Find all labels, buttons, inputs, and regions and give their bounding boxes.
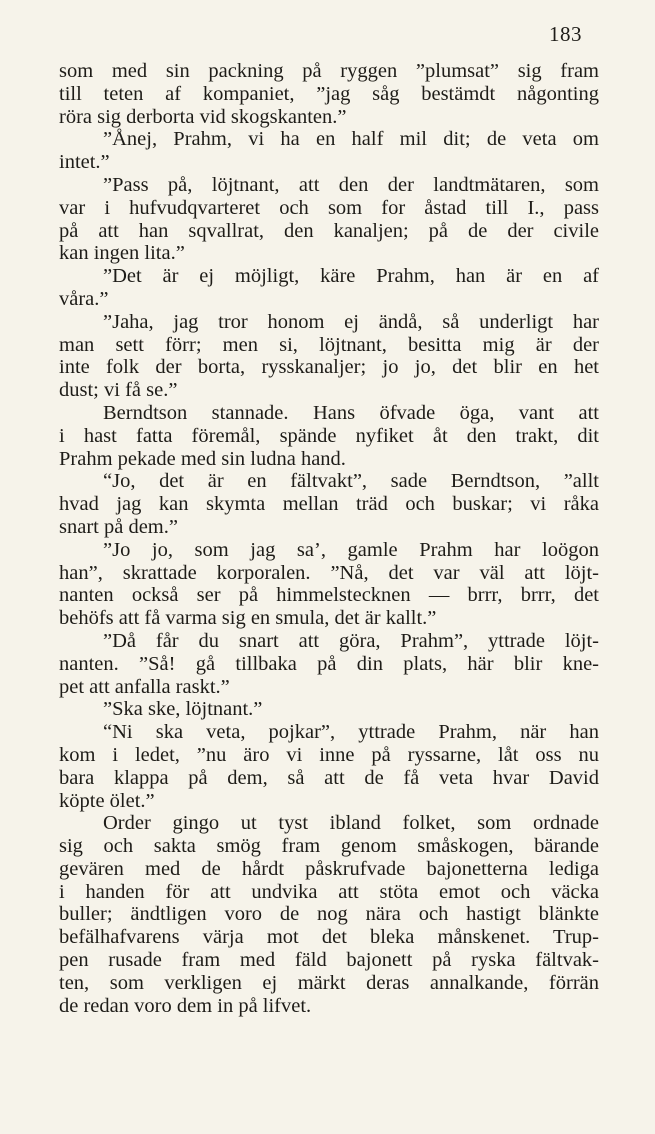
text-line: på att han sqvallrat, den kanaljen; på de der civile (59, 219, 599, 242)
text-line: bara klappa på dem, så att de få veta hvar David (59, 766, 599, 789)
text-line: ”Ånej, Prahm, vi ha en half mil dit; de veta om (103, 128, 599, 151)
text-line: pen rusade fram med fäld bajonett på ryska fältvak- (59, 949, 599, 972)
text-line: “Ni ska veta, pojkar”, yttrade Prahm, när han (103, 721, 599, 744)
text-line: Prahm pekade med sin ludna hand. (59, 447, 346, 470)
text-line: till teten af kompaniet, ”jag såg bestämdt någonting (59, 82, 599, 105)
text-line: “Jo, det är en fältvakt”, sade Berndtson, ”allt (103, 470, 599, 493)
text-line: ”Det är ej möjligt, käre Prahm, han är en af (103, 265, 599, 288)
text-line: som med sin packning på ryggen ”plumsat” sig fram (59, 60, 599, 82)
text-line: Berndtson stannade. Hans öfvade öga, vant att (103, 401, 599, 424)
text-line: sig och sakta smög fram genom småskogen, bärande (59, 835, 599, 858)
text-line: inte folk der borta, rysskanaljer; jo jo, det blir en het (59, 356, 599, 379)
text-line: var i hufvudqvarteret och som for åstad till I., pass (59, 196, 599, 219)
text-line: Order gingo ut tyst ibland folket, som ordnade (103, 812, 599, 835)
text-line: nanten. ”Så! gå tillbaka på din plats, här blir kne- (59, 652, 599, 675)
body-text (59, 60, 599, 1017)
text-line: hvad jag kan skymta mellan träd och buskar; vi råka (59, 493, 599, 516)
text-line: gevären med de hårdt påskrufvade bajonetterna lediga (59, 857, 599, 880)
text-line: behöfs att få varma sig en smula, det är kallt.” (59, 607, 437, 630)
text-line: man sett förr; men si, löjtnant, besitta mig är der (59, 333, 599, 356)
text-line: han”, skrattade korporalen. ”Nå, det var väl att löjt- (59, 561, 599, 584)
text-line: röra sig derborta vid skogskanten.” (59, 105, 347, 128)
text-line: pet att anfalla raskt.” (59, 675, 230, 698)
text-line: de redan voro dem in på lifvet. (59, 994, 312, 1017)
text-line: i handen för att undvika att stöta emot och väcka (59, 880, 599, 903)
text-line: ”Då får du snart att göra, Prahm”, yttrade löjt- (103, 629, 599, 652)
text-line: intet.” (59, 151, 110, 174)
text-line: kom i ledet, ”nu äro vi inne på ryssarne, låt oss nu (59, 743, 599, 766)
text-line: dust; vi få se.” (59, 379, 178, 402)
text-line: ”Jaha, jag tror honom ej ändå, så underligt har (103, 310, 599, 333)
text-line: våra.” (59, 287, 109, 310)
text-line: befälhafvarens värja mot det bleka månskenet. Trup- (59, 926, 599, 949)
text-line: ”Jo jo, som jag sa’, gamle Prahm har loögon (103, 538, 599, 561)
text-line: i hast fatta föremål, spände nyfiket åt den trakt, dit (59, 424, 599, 447)
text-line: ”Ska ske, löjtnant.” (103, 698, 263, 721)
text-line: kan ingen lita.” (59, 242, 185, 265)
page-number: 183 (549, 22, 582, 46)
text-line: köpte ölet.” (59, 789, 155, 812)
text-line: ten, som verkligen ej märkt deras annalkande, förrän (59, 971, 599, 994)
text-line: buller; ändtligen voro de nog nära och hastigt blänkte (59, 903, 599, 926)
text-line: nanten också ser på himmelstecknen — brrr, brrr, det (59, 584, 599, 607)
text-line: ”Pass på, löjtnant, att den der landtmätaren, som (103, 173, 599, 196)
text-line: snart på dem.” (59, 515, 178, 538)
